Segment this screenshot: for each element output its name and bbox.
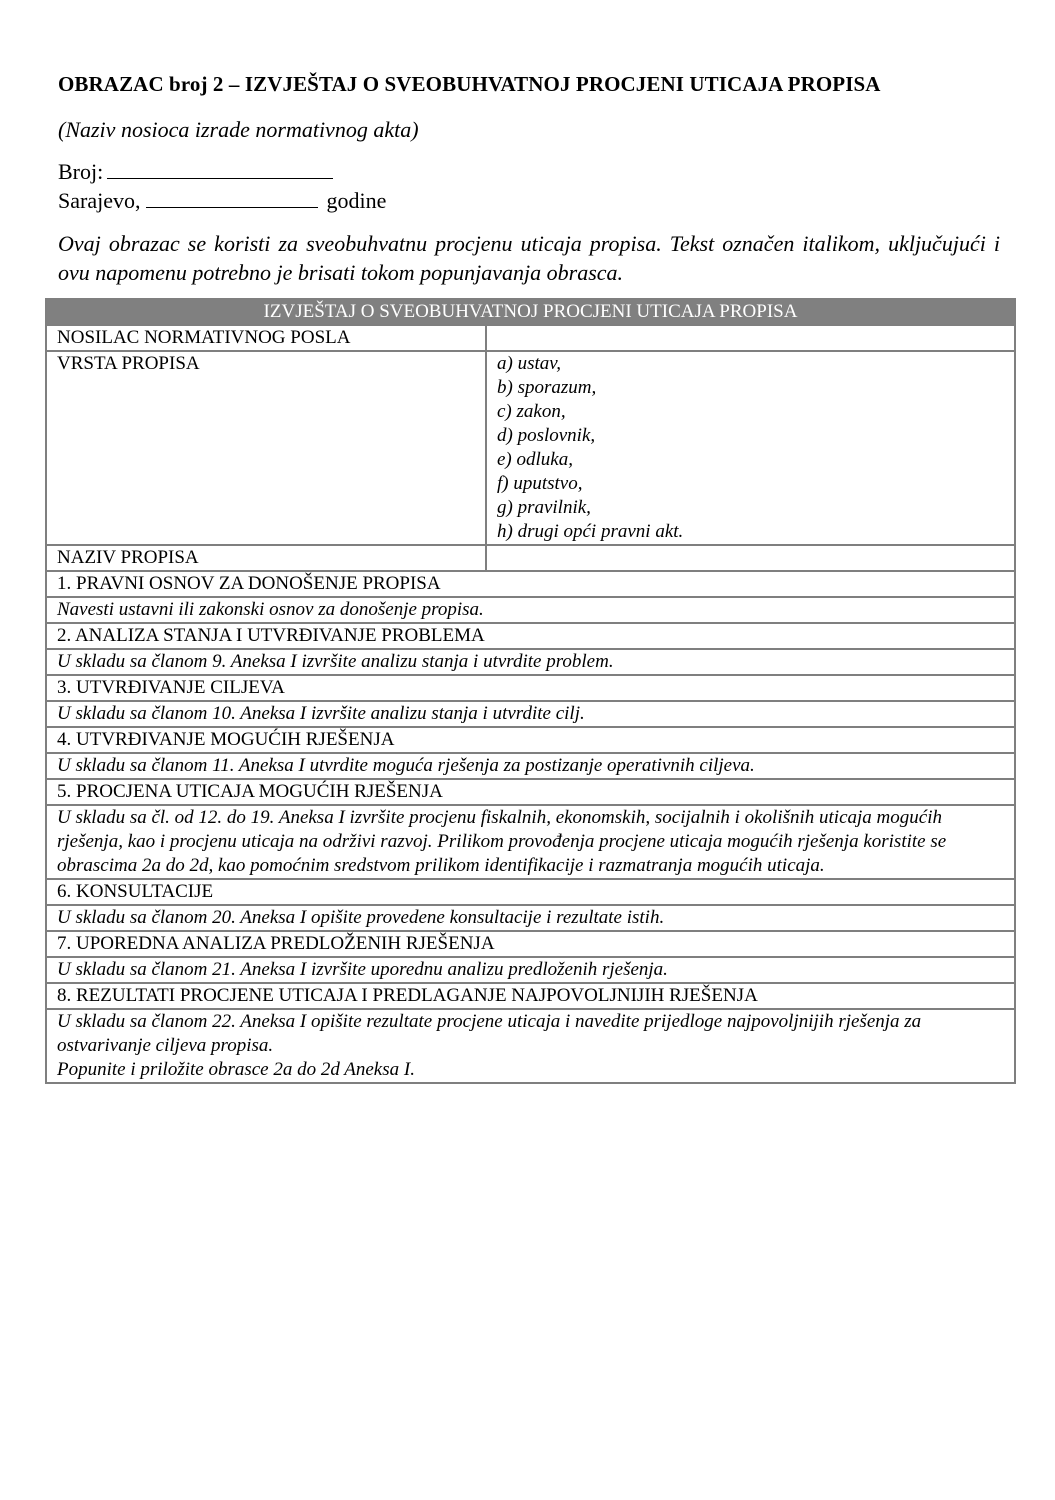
issuer-name-placeholder: (Naziv nosioca izrade normativnog akta) [58,117,419,142]
section-instructions[interactable] [46,1009,1015,1083]
section-7-instr-row [46,957,1015,983]
nosilac-value-cell[interactable] [486,325,1015,351]
section-instructions[interactable] [46,597,1015,623]
date-line [58,187,386,214]
section-5-title-row [46,779,1015,805]
section-title: 5. PROCJENA UTICAJA MOGUĆIH RJEŠENJA [46,779,1015,805]
naziv-value-cell[interactable] [486,545,1015,571]
nosilac-row [46,325,1015,351]
instruction-text: U skladu sa članom 9. Aneksa I izvršite analizu stanja i utvrdite problem. [57,651,614,672]
section-4-title-row [46,727,1015,753]
section-title: 4. UTVRĐIVANJE MOGUĆIH RJEŠENJA [46,727,1015,753]
section-instructions[interactable] [46,701,1015,727]
date-blank-field[interactable] [146,187,318,208]
list-item: b) sporazum, [497,377,597,398]
section-4-instr-row [46,753,1015,779]
naziv-label: NAZIV PROPISA [46,545,486,571]
section-title: 6. KONSULTACIJE [46,879,1015,905]
section-3-title-row [46,675,1015,701]
table-header-row [46,299,1015,325]
section-instructions[interactable] [46,805,1015,879]
list-item: a) ustav, [497,353,562,374]
instruction-note: Ovaj obrazac se koristi za sveobuhvatnu procjenu uticaja propisa. Tekst označen italikom, uključujući i ovu napomenu potrebno je brisati tokom popunjavanja obrasca. [58,231,1000,285]
section-instructions[interactable] [46,905,1015,931]
vrsta-row [46,351,1015,545]
broj-blank-field[interactable] [107,158,333,179]
broj-label: Broj: [58,159,104,184]
section-3-instr-row [46,701,1015,727]
vrsta-label: VRSTA PROPISA [46,351,486,545]
section-8-instr-row [46,1009,1015,1083]
instruction-text: Navesti ustavni ili zakonski osnov za donošenje propisa. [57,599,484,620]
section-instructions[interactable] [46,649,1015,675]
list-item: c) zakon, [497,401,566,422]
list-item: d) poslovnik, [497,425,596,446]
section-1-title-row [46,571,1015,597]
instruction-text: U skladu sa članom 11. Aneksa I utvrdite moguća rješenja za postizanje operativnih ciljeva. [57,755,755,776]
vrsta-options-cell[interactable] [486,351,1015,545]
section-title: 2. ANALIZA STANJA I UTVRĐIVANJE PROBLEMA [46,623,1015,649]
broj-line [58,158,333,185]
section-title: 7. UPOREDNA ANALIZA PREDLOŽENIH RJEŠENJA [46,931,1015,957]
section-8-title-row [46,983,1015,1009]
section-instructions[interactable] [46,753,1015,779]
godine-label: godine [326,188,387,213]
section-6-title-row [46,879,1015,905]
section-1-instr-row [46,597,1015,623]
section-6-instr-row [46,905,1015,931]
vrsta-options-list [497,352,1004,544]
section-title: 1. PRAVNI OSNOV ZA DONOŠENJE PROPISA [46,571,1015,597]
instruction-text: U skladu sa čl. od 12. do 19. Aneksa I izvršite procjenu fiskalnih, ekonomskih, socijalnih i okolišnih uticaja mogućih rješenja, kao i procjenu uticaja na održivi razvoj. Prilikom provođenja procjene uticaja mogućih rješenja koristite se obrascima 2a do 2d, kao pomoćnim sredstvom prilikom identifikacije i razmatranja mogućih uticaja. [57,807,947,876]
instruction-text: U skladu sa članom 22. Aneksa I opišite rezultate procjene uticaja i navedite prijedloge najpovoljnijih rješenja za ostvarivanje ciljeva propisa. [57,1011,922,1056]
nosilac-label: NOSILAC NORMATIVNOG POSLA [46,325,486,351]
naziv-row [46,545,1015,571]
list-item: f) uputstvo, [497,473,583,494]
section-2-instr-row [46,649,1015,675]
report-table [45,298,1016,1084]
section-title: 8. REZULTATI PROCJENE UTICAJA I PREDLAGANJE NAJPOVOLJNIJIH RJEŠENJA [46,983,1015,1009]
list-item: g) pravilnik, [497,497,591,518]
table-header: IZVJEŠTAJ O SVEOBUHVATNOJ PROCJENI UTICAJA PROPISA [46,299,1015,325]
instruction-text: Popunite i priložite obrasce 2a do 2d Aneksa I. [57,1059,415,1080]
section-2-title-row [46,623,1015,649]
section-7-title-row [46,931,1015,957]
sarajevo-label: Sarajevo, [58,188,141,213]
instruction-text: U skladu sa članom 21. Aneksa I izvršite uporednu analizu predloženih rješenja. [57,959,668,980]
list-item: h) drugi opći pravni akt. [497,521,684,542]
instruction-text: U skladu sa članom 10. Aneksa I izvršite analizu stanja i utvrdite cilj. [57,703,585,724]
instruction-text: U skladu sa članom 20. Aneksa I opišite provedene konsultacije i rezultate istih. [57,907,665,928]
section-title: 3. UTVRĐIVANJE CILJEVA [46,675,1015,701]
section-instructions[interactable] [46,957,1015,983]
form-title: OBRAZAC broj 2 – IZVJEŠTAJ O SVEOBUHVATNOJ PROCJENI UTICAJA PROPISA [58,72,881,96]
section-5-instr-row [46,805,1015,879]
list-item: e) odluka, [497,449,573,470]
